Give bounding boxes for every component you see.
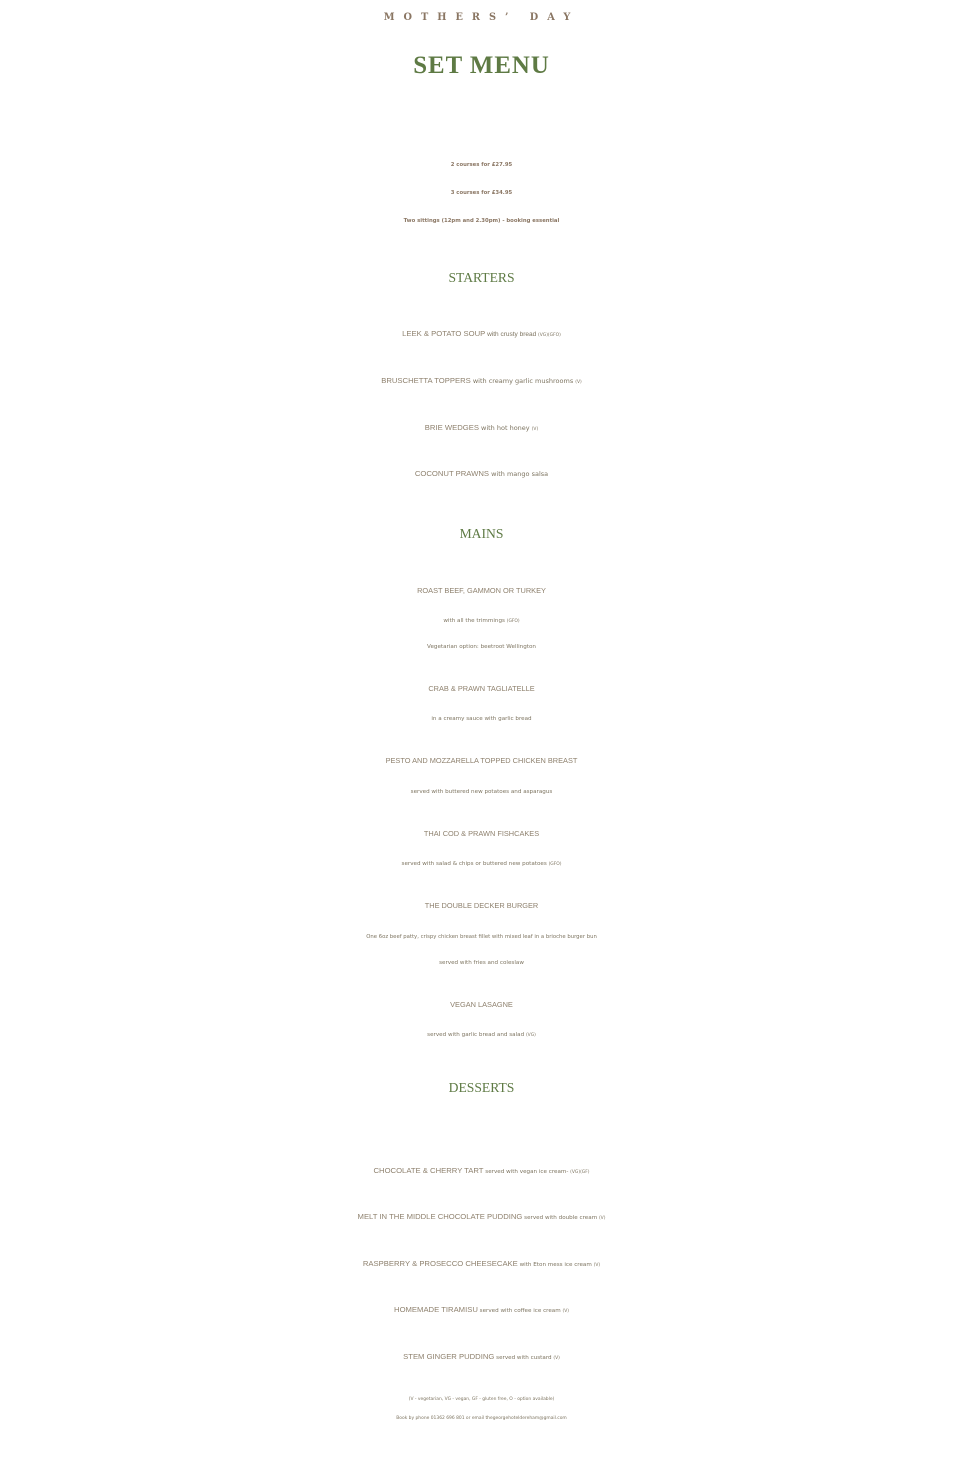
dessert-name: HOMEMADE TIRAMISU (394, 1305, 478, 1314)
dessert-item (0, 1212, 963, 1221)
dessert-item (0, 1352, 963, 1361)
main-desc-text: served with garlic bread and salad (427, 1032, 526, 1038)
dietary-tag: (V) (553, 1356, 560, 1361)
dietary-tag: (V) (575, 380, 582, 385)
dessert-item (0, 1259, 963, 1268)
dietary-key: (V - vegetarian, VG - vegan, GF - gluten free, O - option available) (408, 1397, 555, 1402)
dessert-desc: served with double cream (522, 1215, 599, 1221)
price-two-value: £27.95 (491, 162, 513, 168)
price-two-courses (0, 162, 963, 168)
main-name: THAI COD & PRAWN FISHCAKES (423, 829, 540, 838)
starters-heading: STARTERS (448, 270, 515, 285)
booking-info: Book by phone 01362 696 801 or email thegeorgehoteldereham@gmail.com (396, 1416, 567, 1421)
main-desc (0, 934, 963, 940)
main-desc (0, 1032, 963, 1038)
price-three-value: £34.95 (491, 190, 513, 196)
dessert-item (0, 1305, 963, 1314)
page-title: SET MENU (413, 52, 550, 79)
main-desc-extra: Vegetarian option: beetroot Wellington (427, 644, 536, 650)
main-name: VEGAN LASAGNE (450, 1000, 513, 1009)
sittings-note: Two sittings (12pm and 2.30pm) - booking essential (403, 218, 560, 224)
dietary-tag: (V) (562, 1309, 569, 1314)
price-two-label: 2 courses for (450, 162, 492, 168)
main-desc (0, 716, 963, 722)
main-desc-extra: served with fries and coleslaw (439, 960, 524, 966)
starter-name: BRIE WEDGES (424, 423, 479, 432)
starter-desc: with hot honey (478, 424, 532, 432)
dietary-tag: (VG)(GF) (570, 1170, 590, 1175)
main-desc-text: in a creamy sauce with garlic bread (431, 716, 532, 722)
dessert-desc: served with coffee ice cream (477, 1308, 563, 1314)
starter-item (0, 423, 963, 432)
main-name: CRAB & PRAWN TAGLIATELLE (428, 684, 535, 693)
dietary-tag: (V) (598, 1216, 606, 1221)
occasion-heading: MOTHERS’ DAY (383, 12, 580, 23)
main-desc (0, 789, 963, 795)
main-desc-text: with all the trimmings (443, 618, 507, 624)
main-desc-text: One 6oz beef patty, crispy chicken breast fillet with mixed leaf in a brioche burger bun (366, 934, 597, 940)
starter-item (0, 376, 963, 385)
mains-heading: MAINS (459, 526, 504, 541)
dietary-tag: (V) (593, 1263, 601, 1268)
price-three-courses (0, 190, 963, 196)
starter-desc: with mango salsa (489, 470, 549, 478)
dessert-name: RASPBERRY & PROSECCO CHEESECAKE (362, 1259, 518, 1268)
starter-item (0, 329, 963, 338)
starter-name: LEEK & POTATO SOUP (402, 329, 486, 338)
dietary-tag: (V) (531, 427, 539, 432)
main-desc-text: served with buttered new potatoes and asparagus (410, 789, 553, 795)
main-desc (0, 618, 963, 624)
dietary-tag: (VG) (525, 1033, 536, 1038)
starter-desc: with crusty bread (485, 331, 539, 338)
dessert-name: MELT IN THE MIDDLE CHOCOLATE PUDDING (357, 1212, 523, 1221)
starter-desc: with creamy garlic mushrooms (470, 377, 576, 385)
main-name: PESTO AND MOZZARELLA TOPPED CHICKEN BREAST (385, 756, 578, 765)
dessert-desc: with Eton mess ice cream (517, 1262, 594, 1268)
main-desc (0, 861, 963, 867)
dessert-desc: served with vegan ice cream- (483, 1169, 571, 1175)
desserts-heading: DESSERTS (448, 1080, 515, 1095)
starter-item (0, 469, 963, 478)
price-three-label: 3 courses for (450, 190, 492, 196)
main-name: ROAST BEEF, GAMMON OR TURKEY (417, 586, 546, 595)
starter-name: BRUSCHETTA TOPPERS (381, 376, 471, 385)
dietary-tag: (GFO) (548, 862, 562, 867)
dessert-name: STEM GINGER PUDDING (403, 1352, 495, 1361)
dessert-name: CHOCOLATE & CHERRY TART (373, 1166, 484, 1175)
main-desc-text: served with salad & chips or buttered new potatoes (401, 861, 549, 867)
dessert-desc: served with custard (494, 1355, 554, 1361)
dessert-item (0, 1166, 963, 1175)
main-name: THE DOUBLE DECKER BURGER (424, 901, 539, 910)
starter-name: COCONUT PRAWNS (414, 469, 490, 478)
dietary-tag: (VG)(GFO) (538, 333, 561, 338)
dietary-tag: (GFO) (506, 619, 520, 624)
